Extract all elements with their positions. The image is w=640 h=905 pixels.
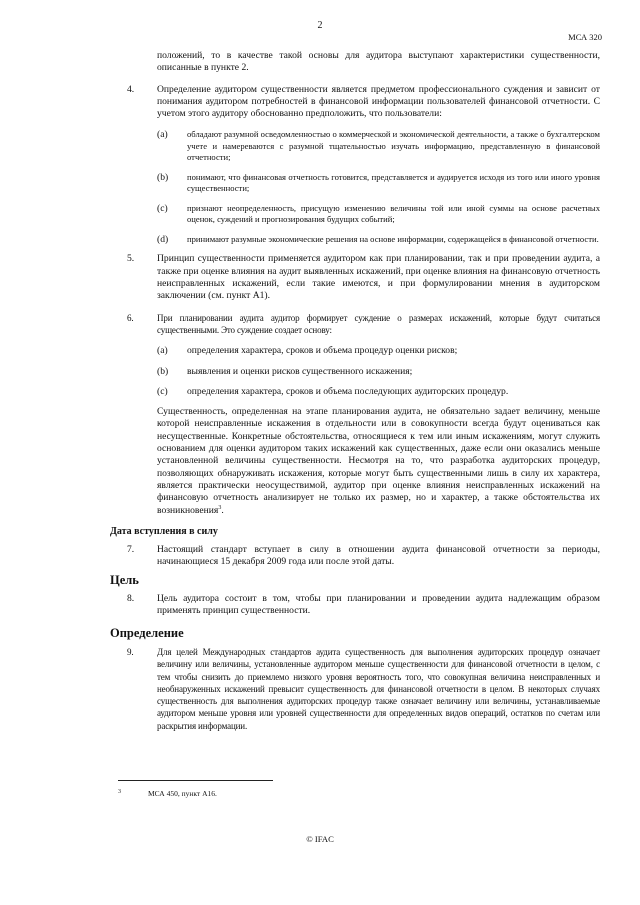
paragraph-text: Настоящий стандарт вступает в силу в отношении аудита финансовой отчетности за периоды, начинающиеся 15 декабря 2009 года или после этой даты. — [157, 544, 600, 568]
section-heading-objective: Цель — [110, 572, 139, 587]
paragraph-6 — [110, 312, 600, 337]
list-item — [110, 203, 600, 226]
paragraph-7 — [110, 544, 600, 569]
paragraph-8 — [110, 593, 600, 618]
list-item-text: обладают разумной осведомленностью о коммерческой и экономической деятельности, а также о бухгалтерском учете и намереваются с разумной тщательностью изучать информацию, представленную в финансовой отчетности; — [187, 129, 600, 163]
continuation-text: Существенность, определенная на этапе планирования аудита, не обязательно задает величину, меньше которой неисправленные искажения в отдельности или в совокупности всегда будут оцениваться как несущественные. Конкретные обстоятельства, относящиеся к тем или иным искажениям, могут служить основанием для оценки аудитором таких искажений как существенных, даже если они оказались меньше установленной величины существенности. Несмотря на то, что разработка аудиторских процедур, позволяющих обнаруживать искажения, которые могут быть существенными лишь в силу их характера, является практически неосуществимой, аудитор при оценке влияния неисправленных искажений на финансовую отчетность анализирует не только их размер, но и характер, а также обстоятельства их возникновения — [157, 406, 600, 516]
paragraph-number: 8. — [127, 593, 135, 605]
copyright: © IFAC — [306, 834, 334, 844]
list-item-label: (b) — [157, 171, 169, 183]
list-item-label: (c) — [157, 385, 168, 397]
page-body — [110, 50, 600, 741]
list-item-text: признают неопределенность, присущую изменению величины той или иной суммы на основе расчетных оценок, суждений и прогнозирования будущих событий; — [187, 202, 600, 225]
footnote — [118, 788, 217, 800]
page-number: 2 — [317, 20, 323, 31]
paragraph-text: Цель аудитора состоит в том, чтобы при планировании и проведении аудита надлежащим образом применять принцип существенности. — [157, 593, 600, 617]
paragraph-6-continuation: Существенность, определенная на этапе планирования аудита, не обязательно задает величину, меньше которой неисправленные искажения в отдельности или в совокупности всегда будут оцениваться как несущественные. Конкретные обстоятельства, относящиеся к тем или иным искажениям, могут служить основанием для оценки аудитором таких искажений как существенных, даже если они оказались меньше установленной величины существенности. Несмотря на то, что разработка аудиторских процедур, позволяющих обнаруживать искажения, которые могут быть существенными лишь в силу их характера, является практически неосуществимой, аудитор при оценке влияния неисправленных искажений на финансовую отчетность анализирует не только их размер, но и характер, а также обстоятельства их возникновения$^3$. — [157, 406, 600, 516]
list-item — [110, 129, 600, 164]
paragraph-text: Определение аудитором существенности является предметом профессионального суждения и зависит от понимания аудитором потребностей в финансовой информации пользователей финансовой отчетности. С учетом этого аудитору обоснованно предположить, что пользователи: — [157, 83, 600, 120]
list-item-text: понимают, что финансовая отчетность готовится, представляется и аудируется исходя из того или иного уровня существенности; — [187, 171, 600, 194]
footnote-reference[interactable]: 3 — [218, 504, 222, 511]
intro-continuation: положений, то в качестве такой основы для аудитора выступают характеристики существенности, описанные в пункте 2. — [157, 50, 600, 74]
list-item-label: (c) — [157, 202, 168, 214]
list-item-text: выявления и оценки рисков существенного искажения; — [187, 365, 413, 377]
paragraph-text: Для целей Международных стандартов аудита существенность для выполнения аудиторских процедур означает величину или величины, установленные аудитором меньше существенности для финансовой отчетности в целом, с тем чтобы снизить до приемлемо низкого уровня вероятность того, что совокупная величина неисправленных и необнаруженных искажений превысит существенность для финансовой отчетности в целом. В некоторых случаях существенность для выполнения аудиторских процедур также означает величину или величины, устанавливаемые аудитором меньше уровня или уровней существенности для определенных видов операций, остатков по счетам или раскрытия информации. — [157, 646, 600, 731]
footnote-text: МСА 450, пункт А16. — [148, 789, 217, 798]
list-item — [110, 366, 600, 378]
paragraph-4 — [110, 84, 600, 121]
list-item-text: принимают разумные экономические решения на основе информации, содержащейся в финансовой отчетности. — [187, 233, 599, 244]
paragraph-number: 4. — [127, 83, 135, 95]
paragraph-number: 9. — [127, 646, 134, 657]
paragraph-text: Принцип существенности применяется аудитором как при планировании, так и при проведении аудита, а также при оценке влияния на аудит выявленных искажений, при оценке влияния на финансовую отчетность неисправленных искажений, если такие имеются, и при формулировании мнения в аудиторском заключении (см. пункт А1). — [157, 253, 600, 302]
list-item — [110, 386, 600, 398]
paragraph-number: 7. — [127, 544, 135, 556]
section-heading-definition: Определение — [110, 625, 184, 640]
list-item-label: (d) — [157, 233, 169, 245]
footnote-number: 3 — [118, 789, 121, 795]
list-item-label: (a) — [157, 129, 168, 141]
paragraph-number: 6. — [127, 312, 134, 323]
list-item — [110, 345, 600, 357]
paragraph-text: При планировании аудита аудитор формирует суждение о размерах искажений, которые будут считаться существенными. Это суждение создает основу: — [157, 312, 600, 335]
document-code: МСА 320 — [568, 32, 602, 42]
list-item-label: (b) — [157, 365, 169, 377]
paragraph-number: 5. — [127, 253, 135, 265]
paragraph-5 — [110, 253, 600, 302]
list-item-text: определения характера, сроков и объема процедур оценки рисков; — [187, 345, 458, 357]
footnote-divider — [118, 780, 273, 781]
list-item — [110, 172, 600, 195]
paragraph-9 — [110, 646, 600, 732]
list-item — [110, 234, 600, 246]
list-item-text: определения характера, сроков и объема последующих аудиторских процедур. — [187, 385, 509, 397]
section-heading-effective-date: Дата вступления в силу — [110, 525, 218, 537]
list-item-label: (a) — [157, 345, 168, 357]
